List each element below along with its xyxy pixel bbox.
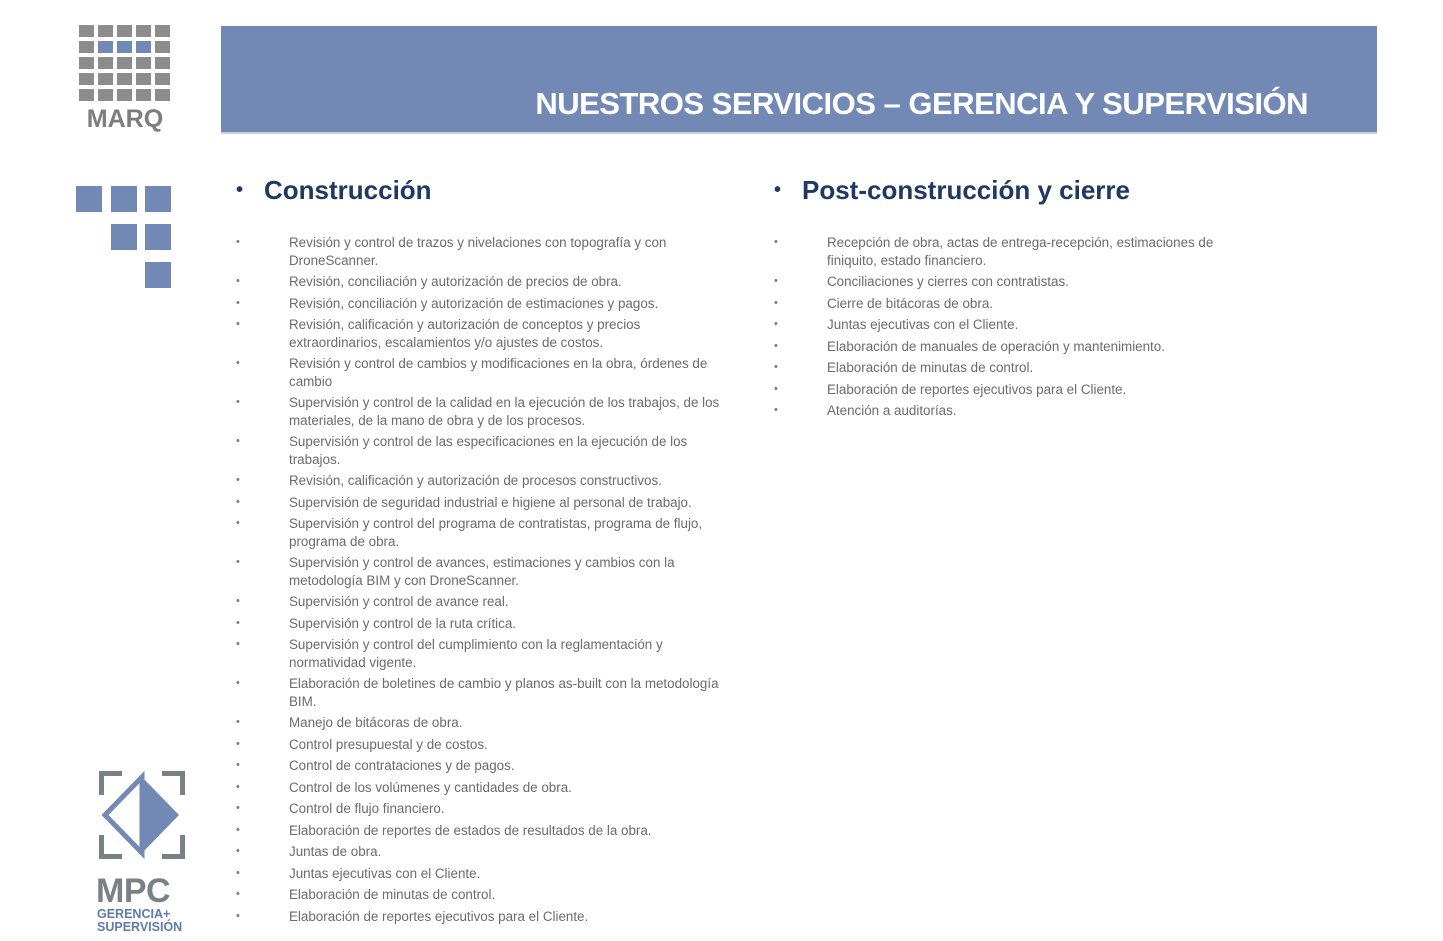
service-list [774,234,1244,424]
service-item-text: Elaboración de minutas de control. [827,360,1034,375]
bullet: • [236,677,240,689]
mpc-logo [96,771,188,936]
service-item-text: Revisión, conciliación y autorización de estimaciones y pagos. [289,295,659,311]
service-item-text: Elaboración de boletines de cambio y planos as-built con la metodología BIM. [289,676,719,709]
service-item [774,338,1244,356]
bullet: • [774,236,778,248]
bullet: • [774,361,778,373]
decorative-square [145,224,171,250]
section-heading-text: Post-construcción y cierre [802,174,1130,205]
service-item-text: Revisión, calificación y autorización de procesos constructivos. [289,473,662,488]
service-item-text: Supervisión y control del cumplimiento con la reglamentación y normatividad vigente. [289,637,663,670]
marq-logo-square [117,57,132,69]
bullet: • [236,595,240,607]
decorative-square [111,224,137,250]
service-item-text: Juntas de obra. [289,844,382,859]
decorative-square [76,186,102,212]
bullet: • [774,382,778,395]
bullet: • [236,236,240,248]
decorative-square [111,186,137,212]
service-item-text: Conciliaciones y cierres con contratistas. [827,274,1069,289]
service-item [774,234,1244,269]
service-item [236,822,736,840]
service-item [236,675,736,710]
bullet: • [236,866,240,879]
service-item-text: Supervisión y control del programa de contratistas, programa de flujo, programa de obra. [289,516,703,549]
marq-logo-text: MARQ [86,105,164,133]
bullet: • [236,845,240,857]
service-item [236,615,736,633]
service-item-text: Revisión, conciliación y autorización de precios de obra. [289,274,622,289]
service-item-text: Elaboración de reportes de estados de resultados de la obra. [289,822,652,838]
service-item-text: Recepción de obra, actas de entrega-recepción, estimaciones de finiquito, estado financiero. [827,235,1214,268]
bullet: • [774,296,778,309]
service-item [774,402,1244,420]
service-item [236,273,736,291]
service-item-text: Elaboración de reportes ejecutivos para el Cliente. [827,381,1127,397]
mpc-logo-name: MPC [96,872,171,910]
marq-logo-square [98,73,113,85]
service-item [236,843,736,861]
marq-logo-square [136,57,151,69]
marq-logo-square [98,25,113,37]
service-item [236,234,736,269]
marq-logo-square [117,25,132,37]
bullet: • [236,318,240,330]
service-item-text: Revisión y control de cambios y modificaciones en la obra, órdenes de cambio [289,356,708,389]
bullet: • [236,435,240,447]
bullet: • [236,737,240,750]
service-item [236,295,736,313]
service-item [236,394,736,429]
bullet: • [774,339,778,352]
service-item [774,359,1244,377]
service-item-text: Supervisión y control de la calidad en la ejecución de los trabajos, de los materiales, de la mano de obra y de los procesos. [289,395,720,428]
service-item-text: Revisión y control de trazos y nivelaciones con topografía y con DroneScanner. [289,235,667,268]
service-item-text: Supervisión y control de las especificaciones en la ejecución de los trabajos. [289,434,688,467]
section-heading [236,172,736,208]
service-item [774,273,1244,291]
marq-logo-square [155,89,170,101]
bullet: • [774,404,778,416]
service-item [236,316,736,351]
marq-logo-grid [79,25,171,105]
marq-logo [79,25,171,133]
marq-logo-square [117,41,132,53]
marq-logo-square [155,41,170,53]
mpc-logo-subtitle: GERENCIA+ [97,907,171,921]
bullet: • [236,474,240,486]
bullet: • [236,888,240,900]
service-item [236,433,736,468]
marq-logo-square [79,41,94,53]
service-item-text: Supervisión y control de avance real. [289,594,509,609]
service-item-text: Elaboración de manuales de operación y mantenimiento. [827,338,1165,354]
service-item-text: Supervisión y control de avances, estimaciones y cambios con la metodología BIM y con DroneScanner. [289,555,675,588]
heading-bullet: • [236,178,244,201]
header-band [221,26,1377,134]
bullet: • [236,495,240,508]
bullet: • [774,275,778,287]
service-item [236,636,736,671]
page-title: NUESTROS SERVICIOS – GERENCIA Y SUPERVISIÓN [535,86,1308,121]
section-construccion [236,172,736,924]
service-item-text: Juntas ejecutivas con el Cliente. [827,317,1019,332]
marq-logo-square [117,89,132,101]
bullet: • [236,357,240,369]
marq-logo-square [117,73,132,85]
service-item [236,494,736,512]
marq-logo-square [79,25,94,37]
service-item-text: Manejo de bitácoras de obra. [289,715,463,730]
bullet: • [236,823,240,836]
service-item [236,736,736,754]
decorative-squares [76,186,172,288]
bullet: • [774,318,778,330]
decorative-square [145,186,171,212]
marq-logo-square [79,57,94,69]
service-item [774,381,1244,399]
service-item-text: Control presupuestal y de costos. [289,736,488,752]
service-item [236,865,736,883]
service-item-text: Revisión, calificación y autorización de conceptos y precios extraordinarios, escalamientos y/o ajustes de costos. [289,317,641,350]
service-item [236,800,736,818]
bullet: • [236,616,240,629]
bullet: • [236,296,240,309]
service-item [236,355,736,390]
service-item [774,295,1244,313]
marq-logo-square [79,73,94,85]
bullet: • [236,716,240,728]
service-item [236,554,736,589]
service-item [236,593,736,611]
bullet: • [236,275,240,287]
marq-logo-square [98,41,113,53]
bullet: • [236,802,240,814]
service-item [236,779,736,797]
bullet: • [236,759,240,771]
mpc-logo-subtitle: SUPERVISIÓN [97,920,183,934]
service-item-text: Elaboración de minutas de control. [289,887,496,902]
heading-bullet: • [774,178,782,201]
service-item-text: Elaboración de reportes ejecutivos para el Cliente. [289,908,589,924]
service-item-text: Control de contrataciones y de pagos. [289,758,515,773]
service-item-text: Control de los volúmenes y cantidades de obra. [289,779,572,795]
marq-logo-square [79,89,94,101]
marq-logo-square [98,89,113,101]
section-heading-text: Construcción [264,174,432,205]
bullet: • [236,780,240,793]
bullet: • [236,638,240,650]
marq-logo-square [98,57,113,69]
marq-logo-square [136,25,151,37]
service-item-text: Supervisión y control de la ruta crítica. [289,615,517,631]
bullet: • [236,396,240,408]
bullet: • [236,909,240,922]
bullet: • [236,556,240,568]
section-post-construccion [774,172,1244,418]
marq-logo-square [155,57,170,69]
section-heading [774,172,1244,208]
service-item-text: Juntas ejecutivas con el Cliente. [289,865,481,881]
service-item-text: Atención a auditorías. [827,403,957,418]
service-list [236,234,736,929]
service-item [236,886,736,904]
marq-logo-square [136,89,151,101]
service-item [236,472,736,490]
decorative-square [145,262,171,288]
mpc-logo-mark [99,771,185,859]
marq-logo-square [136,41,151,53]
bullet: • [236,517,240,529]
service-item [236,757,736,775]
service-item-text: Control de flujo financiero. [289,801,445,816]
service-item [236,515,736,550]
service-item [236,714,736,732]
marq-logo-square [155,73,170,85]
service-item-text: Cierre de bitácoras de obra. [827,295,993,311]
marq-logo-square [155,25,170,37]
service-item [236,908,736,926]
service-item [774,316,1244,334]
marq-logo-square [136,73,151,85]
service-item-text: Supervisión de seguridad industrial e higiene al personal de trabajo. [289,494,692,510]
